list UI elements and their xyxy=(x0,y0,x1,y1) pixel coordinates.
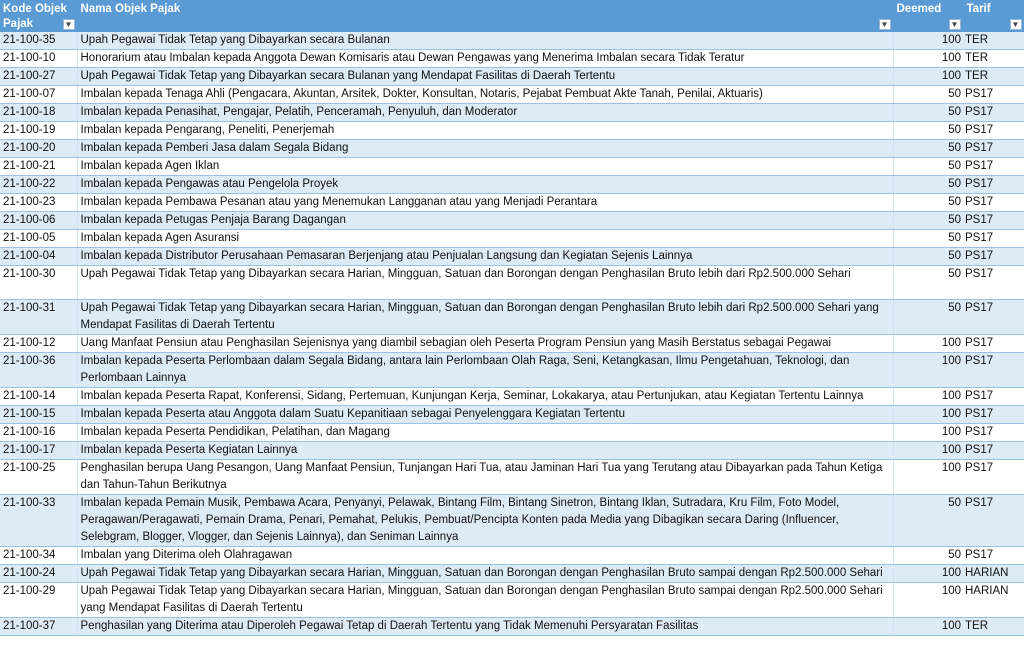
table-row[interactable] xyxy=(0,122,1024,140)
cell-nama[interactable]: Upah Pegawai Tidak Tetap yang Dibayarkan secara Harian, Mingguan, Satuan dan Borongan dengan Penghasilan Bruto sampai dengan Rp2.500.000 Sehari xyxy=(77,565,893,583)
cell-nama[interactable]: Imbalan kepada Pemberi Jasa dalam Segala Bidang xyxy=(77,140,893,158)
cell-nama[interactable]: Upah Pegawai Tidak Tetap yang Dibayarkan secara Bulanan xyxy=(77,32,893,50)
table-row[interactable] xyxy=(0,406,1024,424)
cell-tarif[interactable]: PS17 xyxy=(963,460,1024,495)
table-row[interactable] xyxy=(0,460,1024,495)
table-row[interactable] xyxy=(0,248,1024,266)
cell-nama[interactable]: Penghasilan yang Diterima atau Diperoleh Pegawai Tetap di Daerah Tertentu yang Tidak Memenuhi Persyaratan Fasilitas xyxy=(77,618,893,636)
cell-deemed[interactable]: 100 xyxy=(893,565,963,583)
cell-nama[interactable]: Upah Pegawai Tidak Tetap yang Dibayarkan secara Bulanan yang Mendapat Fasilitas di Daerah Tertentu xyxy=(77,68,893,86)
cell-deemed[interactable]: 100 xyxy=(893,353,963,388)
cell-nama[interactable]: Imbalan kepada Peserta Pendidikan, Pelatihan, dan Magang xyxy=(77,424,893,442)
cell-deemed[interactable]: 50 xyxy=(893,300,963,335)
cell-deemed[interactable]: 50 xyxy=(893,158,963,176)
cell-deemed[interactable]: 100 xyxy=(893,583,963,618)
cell-deemed[interactable]: 100 xyxy=(893,32,963,50)
cell-nama[interactable]: Upah Pegawai Tidak Tetap yang Dibayarkan secara Harian, Mingguan, Satuan dan Borongan dengan Penghasilan Bruto lebih dari Rp2.500.000 Sehari xyxy=(77,266,893,300)
cell-nama[interactable]: Imbalan kepada Agen Asuransi xyxy=(77,230,893,248)
header-tarif-label: Tarif xyxy=(966,3,991,15)
filter-dropdown-kode-icon[interactable]: ▼ xyxy=(63,19,75,30)
cell-tarif[interactable]: PS17 xyxy=(963,266,1024,300)
cell-tarif[interactable]: PS17 xyxy=(963,424,1024,442)
cell-tarif[interactable]: TER xyxy=(963,618,1024,636)
cell-kode[interactable]: 21-100-07 xyxy=(0,86,77,104)
table-row[interactable] xyxy=(0,32,1024,50)
cell-kode[interactable]: 21-100-21 xyxy=(0,158,77,176)
cell-tarif[interactable]: TER xyxy=(963,68,1024,86)
cell-nama[interactable]: Imbalan kepada Peserta atau Anggota dalam Suatu Kepanitiaan sebagai Penyelenggara Kegiatan Tertentu xyxy=(77,406,893,424)
table-row[interactable] xyxy=(0,547,1024,565)
cell-tarif[interactable]: PS17 xyxy=(963,335,1024,353)
cell-tarif[interactable]: PS17 xyxy=(963,176,1024,194)
cell-tarif[interactable]: PS17 xyxy=(963,495,1024,547)
cell-tarif[interactable]: HARIAN xyxy=(963,583,1024,618)
cell-deemed[interactable]: 100 xyxy=(893,68,963,86)
cell-kode[interactable]: 21-100-34 xyxy=(0,547,77,565)
cell-kode[interactable]: 21-100-37 xyxy=(0,618,77,636)
cell-nama[interactable]: Imbalan kepada Peserta Kegiatan Lainnya xyxy=(77,442,893,460)
table-row[interactable] xyxy=(0,353,1024,388)
table-row[interactable] xyxy=(0,158,1024,176)
cell-kode[interactable]: 21-100-20 xyxy=(0,140,77,158)
cell-kode[interactable]: 21-100-12 xyxy=(0,335,77,353)
cell-kode[interactable]: 21-100-35 xyxy=(0,32,77,50)
cell-tarif[interactable]: PS17 xyxy=(963,158,1024,176)
header-row xyxy=(0,0,1024,32)
cell-nama[interactable]: Imbalan kepada Peserta Rapat, Konferensi, Sidang, Pertemuan, Kunjungan Kerja, Seminar, Lokakarya, atau Pertunjukan, atau Kegiatan Tertentu Lainnya xyxy=(77,388,893,406)
table-row[interactable] xyxy=(0,300,1024,335)
cell-kode[interactable]: 21-100-29 xyxy=(0,583,77,618)
cell-deemed[interactable]: 100 xyxy=(893,406,963,424)
cell-tarif[interactable]: TER xyxy=(963,32,1024,50)
cell-deemed[interactable]: 50 xyxy=(893,230,963,248)
cell-deemed[interactable]: 100 xyxy=(893,442,963,460)
cell-deemed[interactable]: 100 xyxy=(893,618,963,636)
table-row[interactable] xyxy=(0,388,1024,406)
cell-deemed[interactable]: 100 xyxy=(893,424,963,442)
cell-deemed[interactable]: 100 xyxy=(893,335,963,353)
cell-deemed[interactable]: 50 xyxy=(893,122,963,140)
header-deemed-label: Deemed xyxy=(896,3,942,15)
cell-kode[interactable]: 21-100-06 xyxy=(0,212,77,230)
header-nama xyxy=(77,0,893,32)
table-row[interactable] xyxy=(0,50,1024,68)
cell-deemed[interactable]: 50 xyxy=(893,248,963,266)
table-row[interactable] xyxy=(0,212,1024,230)
table-row[interactable] xyxy=(0,176,1024,194)
cell-nama[interactable]: Honorarium atau Imbalan kepada Anggota Dewan Komisaris atau Dewan Pengawas yang Menerima Imbalan secara Tidak Teratur xyxy=(77,50,893,68)
cell-kode[interactable]: 21-100-04 xyxy=(0,248,77,266)
cell-kode[interactable]: 21-100-18 xyxy=(0,104,77,122)
cell-kode[interactable]: 21-100-14 xyxy=(0,388,77,406)
cell-tarif[interactable]: PS17 xyxy=(963,194,1024,212)
cell-tarif[interactable]: PS17 xyxy=(963,406,1024,424)
cell-kode[interactable]: 21-100-19 xyxy=(0,122,77,140)
cell-tarif[interactable]: PS17 xyxy=(963,442,1024,460)
cell-nama[interactable]: Imbalan kepada Pengarang, Peneliti, Penerjemah xyxy=(77,122,893,140)
cell-nama[interactable]: Imbalan kepada Pembawa Pesanan atau yang Menemukan Langganan atau yang Menjadi Perantara xyxy=(77,194,893,212)
cell-deemed[interactable]: 50 xyxy=(893,104,963,122)
cell-tarif[interactable]: PS17 xyxy=(963,547,1024,565)
cell-tarif[interactable]: PS17 xyxy=(963,248,1024,266)
cell-kode[interactable]: 21-100-17 xyxy=(0,442,77,460)
cell-nama[interactable]: Imbalan kepada Pemain Musik, Pembawa Acara, Penyanyi, Pelawak, Bintang Film, Bintang Sinetron, Bintang Iklan, Sutradara, Kru Film, Foto Model, Peragawan/Peragawati, Pemain Drama, Penari, Pemahat, Pelukis, Pembuat/Pencipta Konten pada Media yang Dibagikan secara Daring (Influencer, Selebgram, Blogger, Vlogger, dan Sejenis Lainnya), dan Seniman Lainnya xyxy=(77,495,893,547)
header-nama-label: Nama Objek Pajak xyxy=(80,3,181,15)
cell-tarif[interactable]: PS17 xyxy=(963,122,1024,140)
table-row[interactable] xyxy=(0,140,1024,158)
cell-deemed[interactable]: 50 xyxy=(893,495,963,547)
filter-dropdown-nama-icon[interactable]: ▼ xyxy=(879,19,891,30)
header-kode xyxy=(0,0,77,32)
cell-nama[interactable]: Upah Pegawai Tidak Tetap yang Dibayarkan secara Harian, Mingguan, Satuan dan Borongan dengan Penghasilan Bruto lebih dari Rp2.500.000 Sehari yang Mendapat Fasilitas di Daerah Tertentu xyxy=(77,300,893,335)
cell-kode[interactable]: 21-100-36 xyxy=(0,353,77,388)
cell-tarif[interactable]: PS17 xyxy=(963,104,1024,122)
cell-tarif[interactable]: PS17 xyxy=(963,230,1024,248)
cell-kode[interactable]: 21-100-27 xyxy=(0,68,77,86)
cell-deemed[interactable]: 100 xyxy=(893,460,963,495)
cell-tarif[interactable]: PS17 xyxy=(963,86,1024,104)
cell-nama[interactable]: Imbalan yang Diterima oleh Olahragawan xyxy=(77,547,893,565)
cell-deemed[interactable]: 50 xyxy=(893,547,963,565)
cell-tarif[interactable]: PS17 xyxy=(963,140,1024,158)
cell-nama[interactable]: Imbalan kepada Agen Iklan xyxy=(77,158,893,176)
cell-deemed[interactable]: 50 xyxy=(893,266,963,300)
table-row[interactable] xyxy=(0,565,1024,583)
table-row[interactable] xyxy=(0,618,1024,636)
cell-kode[interactable]: 21-100-25 xyxy=(0,460,77,495)
cell-nama[interactable]: Imbalan kepada Pengawas atau Pengelola Proyek xyxy=(77,176,893,194)
cell-deemed[interactable]: 100 xyxy=(893,50,963,68)
cell-deemed[interactable]: 50 xyxy=(893,212,963,230)
cell-kode[interactable]: 21-100-23 xyxy=(0,194,77,212)
cell-kode[interactable]: 21-100-24 xyxy=(0,565,77,583)
table-row[interactable] xyxy=(0,442,1024,460)
cell-kode[interactable]: 21-100-05 xyxy=(0,230,77,248)
cell-deemed[interactable]: 50 xyxy=(893,86,963,104)
table-row[interactable] xyxy=(0,194,1024,212)
filter-dropdown-deemed-icon[interactable]: ▼ xyxy=(949,19,961,30)
cell-nama[interactable]: Imbalan kepada Tenaga Ahli (Pengacara, Akuntan, Arsitek, Dokter, Konsultan, Notaris, Pejabat Pembuat Akte Tanah, Penilai, Aktuaris) xyxy=(77,86,893,104)
header-deemed xyxy=(893,0,963,32)
table-row[interactable] xyxy=(0,495,1024,547)
cell-tarif[interactable]: PS17 xyxy=(963,388,1024,406)
filter-dropdown-tarif-icon[interactable]: ▼ xyxy=(1010,19,1022,30)
cell-deemed[interactable]: 50 xyxy=(893,176,963,194)
header-tarif xyxy=(963,0,1024,32)
table-row[interactable] xyxy=(0,104,1024,122)
cell-nama[interactable]: Upah Pegawai Tidak Tetap yang Dibayarkan secara Harian, Mingguan, Satuan dan Borongan dengan Penghasilan Bruto sampai dengan Rp2.500.000 Sehari yang Mendapat Fasilitas di Daerah Tertentu xyxy=(77,583,893,618)
header-kode-label: Kode Objek Pajak xyxy=(3,3,67,30)
cell-deemed[interactable]: 100 xyxy=(893,388,963,406)
table-row[interactable] xyxy=(0,583,1024,618)
cell-kode[interactable]: 21-100-22 xyxy=(0,176,77,194)
cell-nama[interactable]: Imbalan kepada Peserta Perlombaan dalam Segala Bidang, antara lain Perlombaan Olah Raga, Seni, Ketangkasan, Ilmu Pengetahuan, Teknologi, dan Perlombaan Lainnya xyxy=(77,353,893,388)
cell-nama[interactable]: Imbalan kepada Distributor Perusahaan Pemasaran Berjenjang atau Penjualan Langsung dan Kegiatan Sejenis Lainnya xyxy=(77,248,893,266)
table-row[interactable] xyxy=(0,266,1024,300)
cell-nama[interactable]: Imbalan kepada Petugas Penjaja Barang Dagangan xyxy=(77,212,893,230)
table-row[interactable] xyxy=(0,230,1024,248)
cell-tarif[interactable]: TER xyxy=(963,50,1024,68)
cell-kode[interactable]: 21-100-30 xyxy=(0,266,77,300)
table-row[interactable] xyxy=(0,424,1024,442)
cell-kode[interactable]: 21-100-15 xyxy=(0,406,77,424)
cell-kode[interactable]: 21-100-10 xyxy=(0,50,77,68)
cell-deemed[interactable]: 50 xyxy=(893,194,963,212)
cell-kode[interactable]: 21-100-16 xyxy=(0,424,77,442)
cell-nama[interactable]: Imbalan kepada Penasihat, Pengajar, Pelatih, Penceramah, Penyuluh, dan Moderator xyxy=(77,104,893,122)
table-row[interactable] xyxy=(0,86,1024,104)
cell-tarif[interactable]: PS17 xyxy=(963,300,1024,335)
cell-tarif[interactable]: PS17 xyxy=(963,353,1024,388)
cell-tarif[interactable]: PS17 xyxy=(963,212,1024,230)
cell-kode[interactable]: 21-100-33 xyxy=(0,495,77,547)
cell-nama[interactable]: Penghasilan berupa Uang Pesangon, Uang Manfaat Pensiun, Tunjangan Hari Tua, atau Jaminan Hari Tua yang Terutang atau Dibayarkan pada Tahun Ketiga dan Tahun-Tahun Berikutnya xyxy=(77,460,893,495)
cell-deemed[interactable]: 50 xyxy=(893,140,963,158)
cell-kode[interactable]: 21-100-31 xyxy=(0,300,77,335)
cell-tarif[interactable]: HARIAN xyxy=(963,565,1024,583)
table-body xyxy=(0,32,1024,636)
cell-nama[interactable]: Uang Manfaat Pensiun atau Penghasilan Sejenisnya yang diambil sebagian oleh Peserta Program Pensiun yang Masih Berstatus sebagai Pegawai xyxy=(77,335,893,353)
table-row[interactable] xyxy=(0,335,1024,353)
table-row[interactable] xyxy=(0,68,1024,86)
